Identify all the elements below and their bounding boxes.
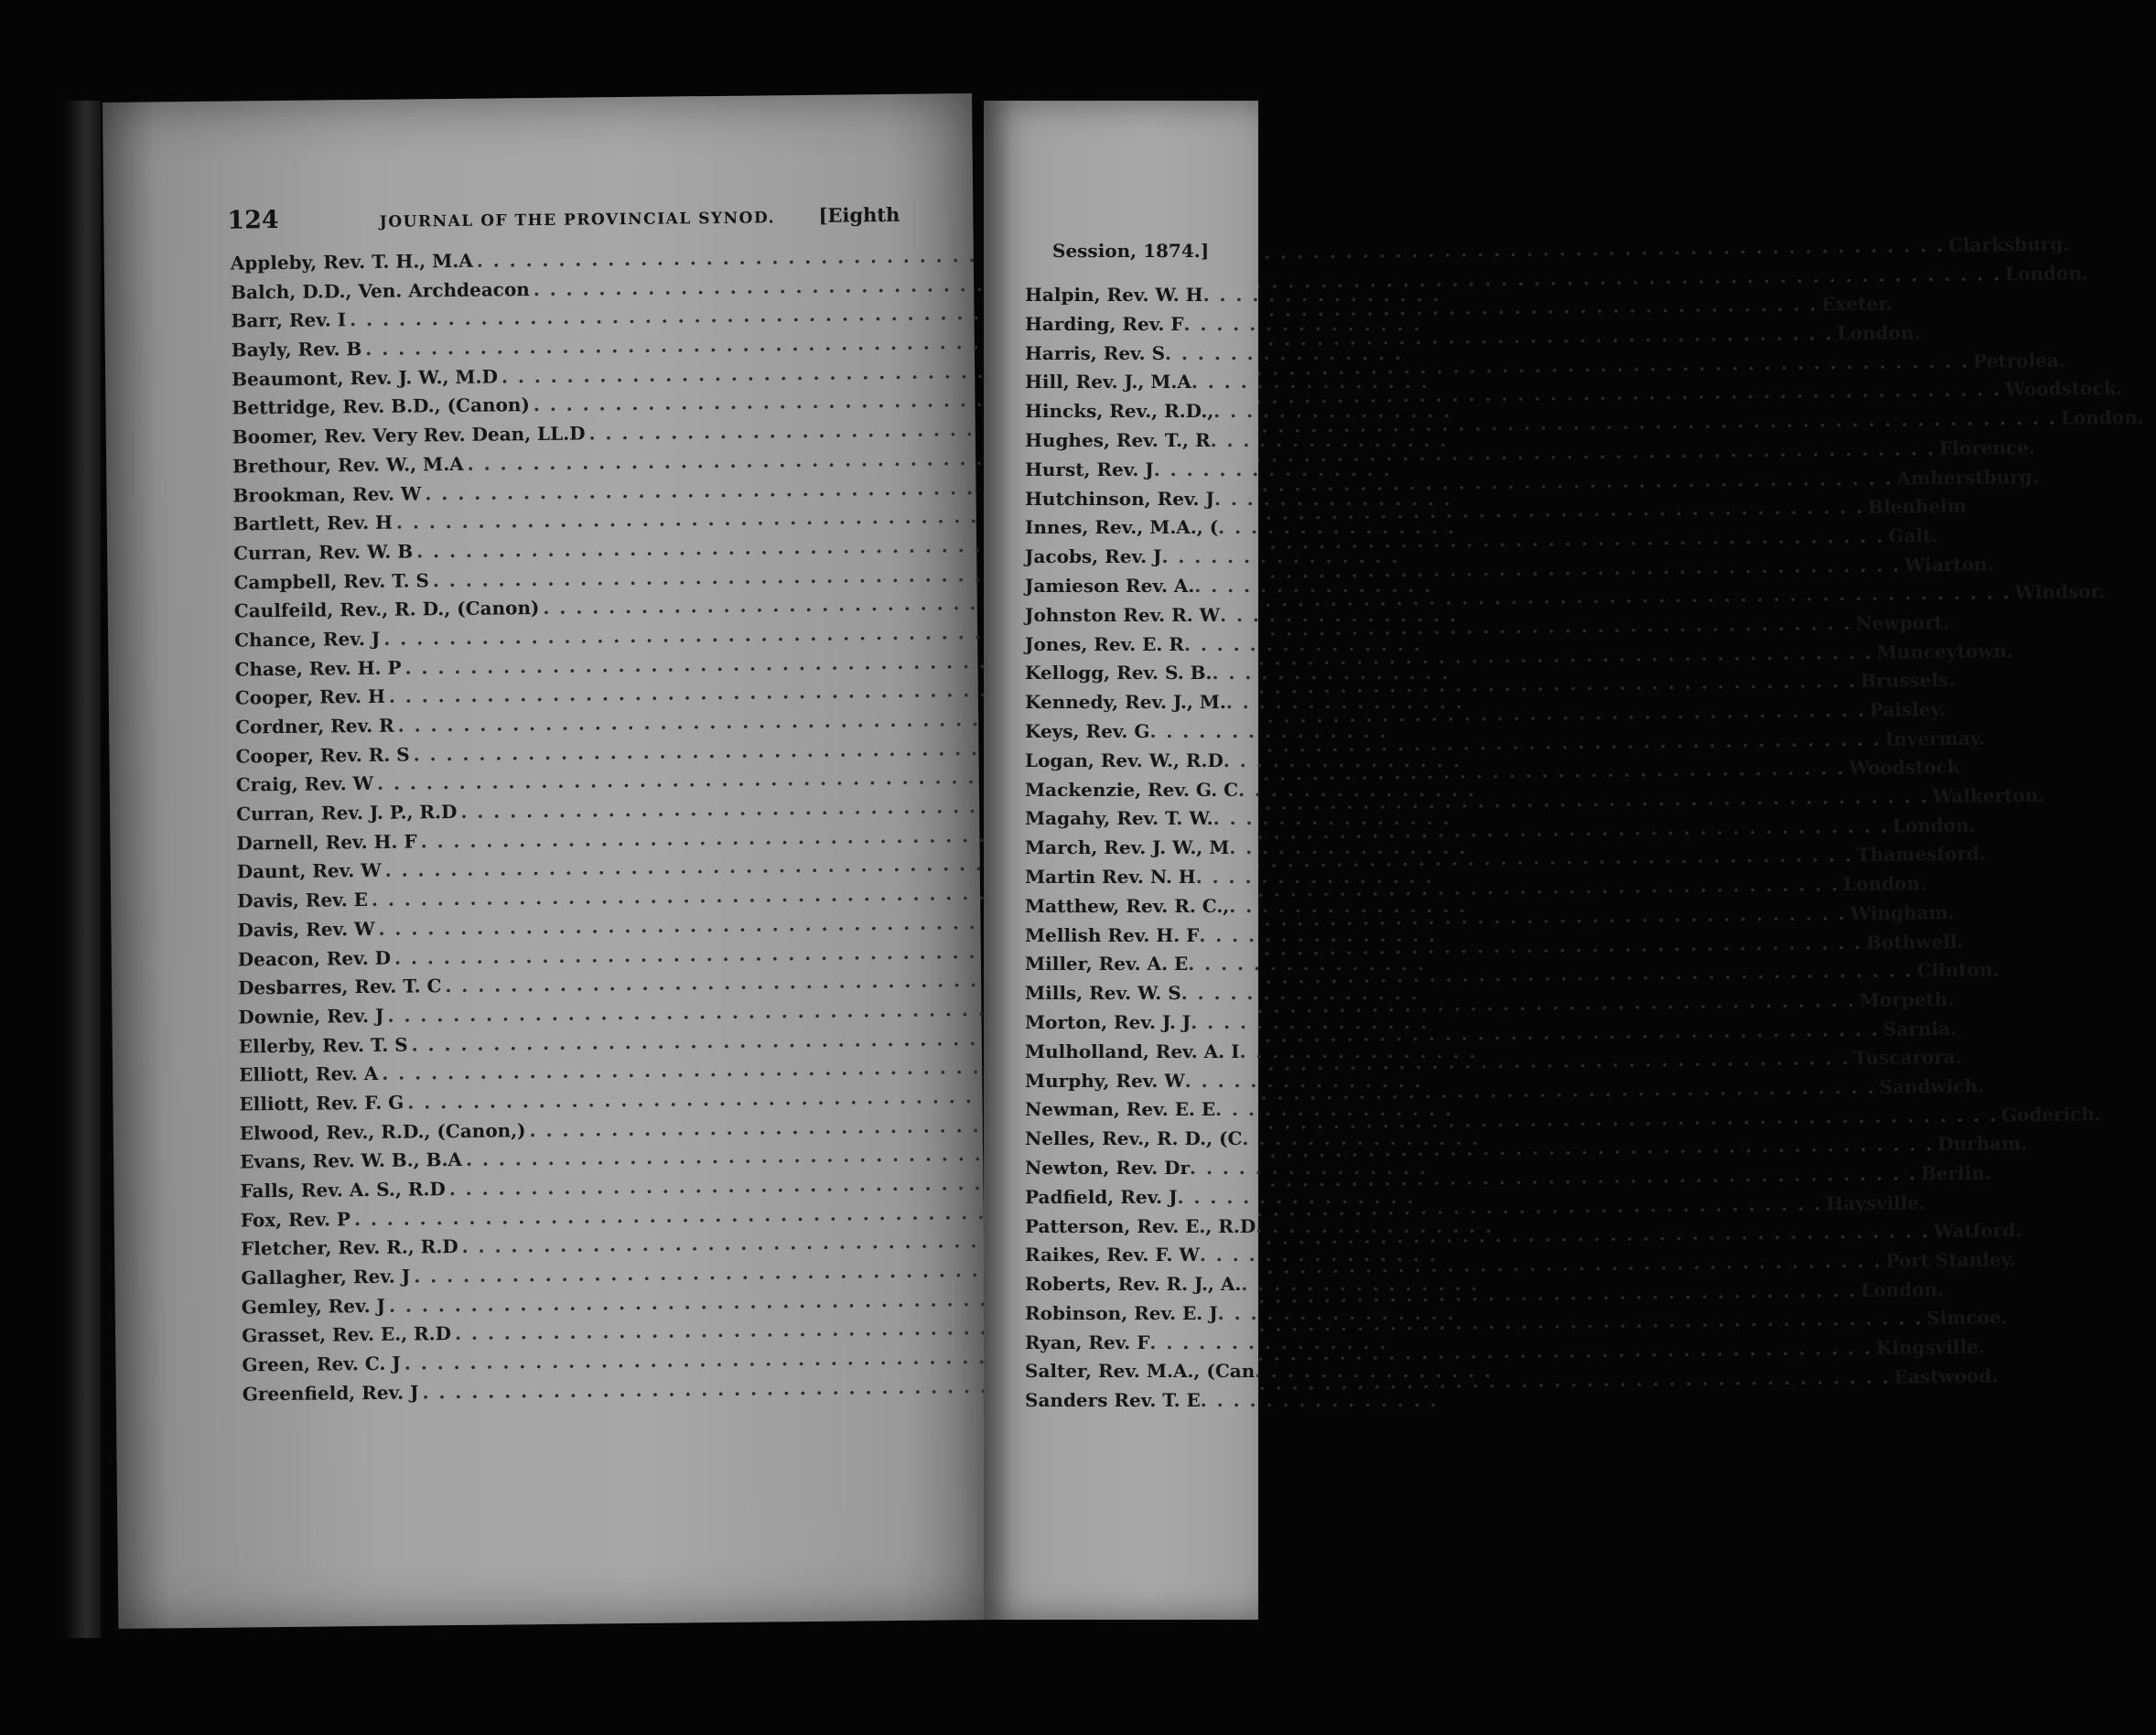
list-item <box>1025 545 1318 575</box>
clergy-name: Padfield, Rev. J <box>1025 1185 1178 1208</box>
parish-place: Clinton. <box>1916 958 2000 982</box>
dot-leader <box>1184 313 1422 335</box>
parish-place: Watford. <box>1933 1219 2022 1243</box>
parish-place: Woodstock. <box>2004 377 2123 401</box>
clergy-name: Green, Rev. C. J <box>242 1352 401 1376</box>
list-item <box>1025 342 1318 372</box>
clergy-name: Harris, Rev. S <box>1025 341 1166 364</box>
dot-leader <box>1256 1215 1493 1237</box>
parish-place: London. <box>1843 872 1927 896</box>
parish-place: Walkerton. <box>1932 783 2045 808</box>
list-item <box>1025 749 1318 779</box>
dot-leader <box>1224 749 1461 771</box>
parish-place: Wingham. <box>1849 900 1955 924</box>
dot-leader <box>1229 836 1467 858</box>
parish-place: London. <box>1837 321 1921 345</box>
clergy-name: Hill, Rev. J., M.A <box>1025 371 1191 393</box>
clergy-name: Patterson, Rev. E., R.D <box>1025 1214 1256 1237</box>
list-item <box>1025 284 1318 313</box>
clergy-name: March, Rev. J. W., M <box>1025 836 1230 859</box>
dot-leader <box>1238 779 1476 801</box>
page-number: 124 <box>227 205 279 235</box>
clergy-name: Bartlett, Rev. H <box>232 511 393 535</box>
list-item <box>1025 1215 1318 1245</box>
parish-place: Thamesford. <box>1856 842 1987 867</box>
clergy-name: Bayly, Rev. B <box>231 338 362 361</box>
clergy-name: Boomer, Rev. Very Rev. Dean, LL.D <box>232 422 586 448</box>
list-item <box>1025 1157 1318 1186</box>
dot-leader <box>1190 1157 1428 1179</box>
dot-leader <box>1149 720 1387 742</box>
clergy-name: Jones, Rev. E. R <box>1025 632 1184 655</box>
dot-leader <box>1229 895 1467 917</box>
clergy-name: Curran, Rev. J. P., R.D <box>236 801 458 825</box>
dot-leader <box>1181 982 1419 1004</box>
running-title: JOURNAL OF THE PROVINCIAL SYNOD. <box>379 209 776 232</box>
dot-leader <box>1185 1070 1423 1092</box>
dot-leader <box>1213 400 1451 422</box>
parish-place: Amherstburg. <box>1896 465 2039 489</box>
parish-place: Bothwell. <box>1866 930 1964 954</box>
parish-place: Petrolea. <box>1973 349 2065 372</box>
list-item <box>1025 982 1318 1011</box>
clergy-name: Johnston Rev. R. W <box>1025 603 1221 626</box>
list-item <box>1025 1040 1318 1070</box>
clergy-name: Ellerby, Rev. T. S <box>238 1033 408 1058</box>
dot-leader <box>1213 807 1451 829</box>
list-item <box>1025 720 1318 749</box>
parish-place: Blenheim <box>1868 494 1967 519</box>
list-item <box>1025 313 1318 342</box>
dot-leader <box>1194 575 1432 597</box>
parish-place: London. <box>2060 405 2144 429</box>
clergy-name: Jacobs, Rev. J <box>1025 545 1162 568</box>
clergy-name: Mackenzie, Rev. G. C <box>1025 778 1239 801</box>
clergy-name: Mills, Rev. W. S <box>1025 982 1181 1005</box>
dot-leader <box>1149 1331 1387 1353</box>
right-page <box>984 101 1258 1620</box>
parish-place: Haysville. <box>1826 1191 1926 1215</box>
clergy-name: Falls, Rev. A. S., R.D <box>240 1178 446 1202</box>
clergy-name: Elliott, Rev. F. G <box>239 1091 404 1115</box>
list-item <box>1025 371 1318 400</box>
clergy-name: Deacon, Rev. D <box>237 946 392 971</box>
parish-place: Berlin. <box>1920 1161 1992 1185</box>
clergy-name: Brookman, Rev. W <box>232 481 422 507</box>
clergy-name: Evans, Rev. W. B., B.A <box>240 1148 463 1173</box>
list-item <box>1025 779 1318 808</box>
dot-leader <box>1218 1302 1456 1324</box>
clergy-name: Daunt, Rev. W <box>236 859 382 883</box>
list-item <box>1025 662 1318 691</box>
dot-leader <box>1191 1011 1428 1033</box>
list-item <box>1025 633 1318 663</box>
parish-place: London. <box>1892 814 1976 837</box>
clergy-name: Beaumont, Rev. J. W., M.D <box>232 365 499 391</box>
clergy-name: Downie, Rev. J <box>238 1004 384 1029</box>
clergy-name: Elliott, Rev. A <box>239 1062 379 1086</box>
clergy-name: Salter, Rev. M.A., (Can <box>1025 1360 1256 1383</box>
clergy-name: Newton, Rev. Dr <box>1025 1156 1191 1179</box>
clergy-name: Cordner, Rev. R <box>235 714 394 738</box>
clergy-name: Gallagher, Rev. J <box>241 1265 411 1289</box>
clergy-name: Bettridge, Rev. B.D., (Canon) <box>232 393 530 419</box>
parish-place: Galt. <box>1888 523 1938 547</box>
parish-place: Clarksburg. <box>1947 232 2070 256</box>
clergy-name: Greenfield, Rev. J <box>242 1381 419 1406</box>
clergy-name: Nelles, Rev., R. D., (C <box>1025 1127 1243 1150</box>
list-item <box>1025 953 1318 982</box>
list-item <box>1025 1244 1318 1273</box>
session-header: Session, 1874.] <box>1052 240 1210 262</box>
clergy-name: Davis, Rev. W <box>237 917 375 942</box>
clergy-name: Cooper, Rev. H <box>234 685 386 709</box>
list-item <box>1025 1127 1318 1157</box>
dot-leader <box>1184 633 1422 655</box>
clergy-name: Halpin, Rev. W. H <box>1025 284 1203 306</box>
clergy-name: Gemley, Rev. J <box>241 1294 386 1319</box>
clergy-name: Brethour, Rev. W., M.A <box>232 452 464 478</box>
clergy-name: Robinson, Rev. E. J <box>1025 1301 1218 1324</box>
clergy-name: Cooper, Rev. R. S <box>235 743 410 768</box>
clergy-name: Curran, Rev. W. B <box>233 540 414 565</box>
list-item <box>1025 1011 1318 1040</box>
clergy-name: Jamieson Rev. A. <box>1025 574 1195 597</box>
clergy-name: Matthew, Rev. R. C., <box>1025 894 1230 917</box>
clergy-name: Magahy, Rev. T. W. <box>1025 807 1213 830</box>
dot-leader <box>1214 488 1452 510</box>
parish-place: Durham. <box>1937 1132 2028 1156</box>
parish-place: Wiarton. <box>1904 552 1994 576</box>
clergy-name: Innes, Rev., M.A., ( <box>1025 516 1219 539</box>
list-item <box>1025 1098 1318 1127</box>
list-item <box>1025 924 1318 954</box>
clergy-list-right <box>1025 284 1318 1418</box>
parish-place: Woodstock <box>1849 756 1960 780</box>
clergy-name: Mulholland, Rev. A. I <box>1025 1040 1240 1062</box>
list-item <box>1025 400 1318 429</box>
clergy-name: Craig, Rev. W <box>235 772 374 796</box>
list-item <box>1025 866 1318 895</box>
clergy-name: Logan, Rev. W., R.D <box>1025 749 1224 771</box>
list-item <box>1025 691 1318 720</box>
clergy-name: Fox, Rev. P <box>240 1207 351 1232</box>
parish-place: London. <box>1860 1277 1945 1301</box>
dot-leader <box>1178 1186 1416 1208</box>
clergy-name: Murphy, Rev. W <box>1025 1069 1185 1092</box>
clergy-name: Ryan, Rev. F <box>1025 1331 1150 1353</box>
parish-place: Invermay. <box>1884 727 1986 750</box>
dot-leader <box>1220 604 1458 626</box>
parish-place: Paisley. <box>1869 697 1946 721</box>
list-item <box>1025 458 1318 488</box>
book-spine <box>64 101 101 1638</box>
parish-place: Eastwood. <box>1893 1364 1999 1388</box>
list-item <box>1025 1360 1318 1389</box>
clergy-name: Elwood, Rev., R.D., (Canon,) <box>239 1118 526 1145</box>
dot-leader <box>1199 924 1437 946</box>
dot-leader <box>1165 342 1403 364</box>
parish-place: London. <box>2004 261 2088 285</box>
parish-place: Morpeth. <box>1859 987 1955 1011</box>
parish-place: Simcoe. <box>1926 1306 2008 1330</box>
clergy-name: Sanders Rev. T. E <box>1025 1389 1201 1412</box>
dot-leader <box>1218 516 1456 538</box>
list-item <box>1025 1273 1318 1302</box>
parish-place: Kingsville. <box>1875 1335 1986 1359</box>
dot-leader <box>1188 953 1426 975</box>
list-item <box>1025 1331 1318 1361</box>
clergy-name: Fletcher, Rev. R., R.D <box>241 1235 458 1260</box>
clergy-name: Mellish Rev. H. F <box>1025 923 1200 946</box>
list-item <box>1025 1302 1318 1331</box>
list-item <box>1025 1389 1318 1418</box>
parish-place: Sarnia. <box>1882 1017 1957 1040</box>
clergy-name: Hughes, Rev. T., R <box>1025 428 1211 451</box>
clergy-name: Desbarres, Rev. T. C <box>238 975 442 999</box>
clergy-name: Miller, Rev. A. E <box>1025 953 1189 975</box>
list-item <box>1025 807 1318 836</box>
clergy-name: Harding, Rev. F <box>1025 312 1184 335</box>
clergy-name: Chase, Rev. H. P <box>234 656 402 681</box>
list-item <box>1025 895 1318 924</box>
parish-place: Windsor. <box>2014 580 2106 604</box>
list-item <box>1025 516 1318 545</box>
parish-place: Goderich. <box>2000 1102 2101 1126</box>
dot-leader <box>1201 1389 1439 1411</box>
running-title-continued: [Eighth <box>818 202 900 227</box>
dot-leader <box>1161 545 1399 567</box>
clergy-name: Morton, Rev. J. J <box>1025 1010 1191 1033</box>
list-item <box>1025 604 1318 633</box>
dot-leader <box>1215 1098 1453 1120</box>
dot-leader <box>1211 429 1449 451</box>
parish-place: Sandwich. <box>1879 1074 1985 1098</box>
clergy-name: Barr, Rev. I <box>231 308 347 332</box>
clergy-name: Kennedy, Rev. J., M. <box>1025 691 1226 714</box>
dot-leader <box>1255 1360 1493 1382</box>
clergy-name: Chance, Rev. J <box>234 627 381 652</box>
clergy-name: Newman, Rev. E. E <box>1025 1098 1216 1121</box>
clergy-name: Campbell, Rev. T. S <box>233 568 430 594</box>
parish-place: Newport. <box>1855 610 1949 634</box>
clergy-name: Martin Rev. N. H <box>1025 865 1196 888</box>
dot-leader <box>1239 1040 1477 1062</box>
clergy-name: Grasset, Rev. E., R.D <box>241 1322 452 1347</box>
list-item <box>1025 1186 1318 1215</box>
parish-place: Port Stanley. <box>1885 1248 2017 1272</box>
dot-leader <box>1154 458 1392 480</box>
dot-leader <box>1203 284 1441 306</box>
parish-place: Florence. <box>1938 436 2035 459</box>
clergy-name: Hutchinson, Rev. J <box>1025 487 1214 510</box>
parish-place: Munceytown. <box>1876 639 2013 663</box>
dot-leader <box>1200 1244 1438 1266</box>
list-item <box>1025 575 1318 604</box>
parish-place: Tuscarora. <box>1853 1046 1963 1070</box>
list-item <box>1025 429 1318 458</box>
clergy-name: Roberts, Rev. R. J., A. <box>1025 1273 1242 1296</box>
parish-place: Brussels. <box>1860 669 1956 693</box>
dot-leader <box>1196 866 1434 888</box>
clergy-name: Raikes, Rev. F. W <box>1025 1244 1200 1266</box>
dot-leader <box>1242 1127 1480 1149</box>
clergy-name: Caulfeild, Rev., R. D., (Canon) <box>233 597 540 622</box>
clergy-name: Balch, D.D., Ven. Archdeacon <box>231 277 530 304</box>
list-item <box>1025 836 1318 866</box>
clergy-name: Darnell, Rev. H. F <box>236 830 417 855</box>
clergy-name: Hurst, Rev. J <box>1025 458 1154 480</box>
dot-leader <box>1226 691 1464 713</box>
dot-leader <box>1213 662 1450 684</box>
list-item <box>1025 1070 1318 1099</box>
dot-leader <box>1191 371 1429 393</box>
clergy-name: Kellogg, Rev. S. B. <box>1025 662 1213 684</box>
parish-place: Exeter. <box>1821 292 1893 316</box>
clergy-name: Davis, Rev. E <box>237 889 369 912</box>
dot-leader <box>1241 1273 1479 1295</box>
clergy-name: Keys, Rev. G <box>1025 719 1150 742</box>
page-header <box>227 199 900 243</box>
list-item <box>1025 488 1318 517</box>
clergy-name: Hincks, Rev., R.D., <box>1025 400 1214 423</box>
clergy-name: Appleby, Rev. T. H., M.A <box>230 249 473 275</box>
